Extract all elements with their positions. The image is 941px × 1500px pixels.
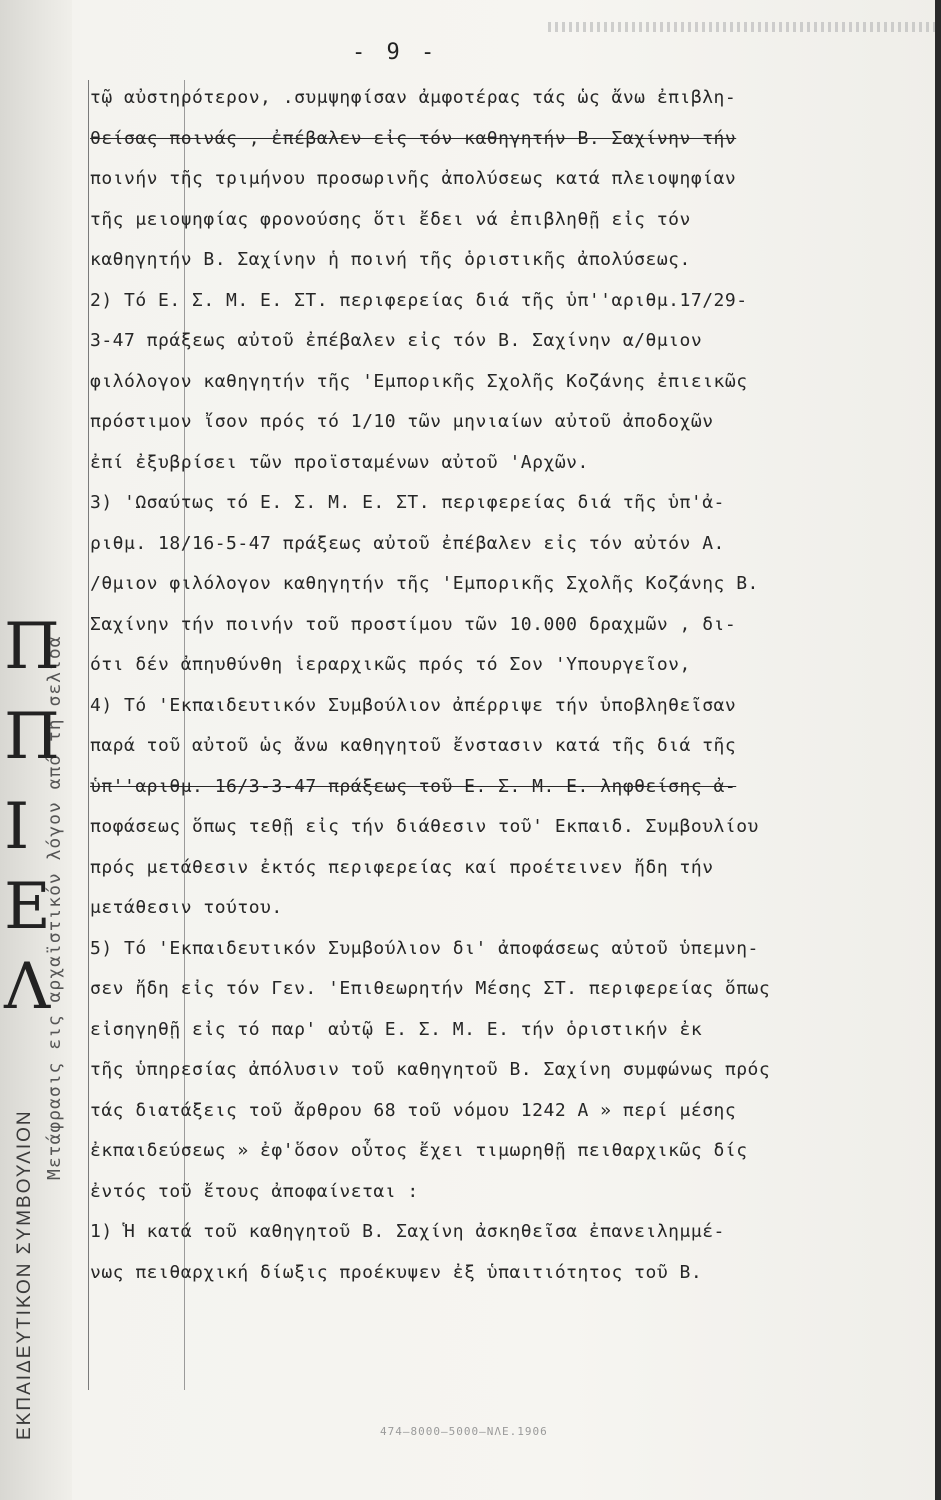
text-line: παρά τοῦ αὐτοῦ ὡς ἄνω καθηγητοῦ ἔνστασιν κατά τῆς διά τῆς xyxy=(90,735,737,756)
text-line: /θμιον φιλόλογον καθηγητήν τῆς 'Εμπορικῆς Σχολῆς Κοζάνης Β. xyxy=(90,573,759,594)
text-line: τῆς μειοψηφίας φρονούσης ὅτι ἔδει νά ἐπιβληθῇ εἰς τόν xyxy=(90,208,691,230)
text-line: 2) Τό Ε. Σ. Μ. Ε. ΣΤ. περιφερείας διά τῆς ὑπ''αριθμ.17/29- xyxy=(90,289,748,311)
text-line: 4) Τό 'Εκπαιδευτικόν Συμβούλιον ἀπέρριψε τήν ὑποβληθεῖσαν xyxy=(90,694,737,716)
text-line: σεν ἤδη εἰς τόν Γεν. 'Επιθεωρητήν Μέσης ΣΤ. περιφερείας ὅπως xyxy=(90,978,771,999)
side-big-letter: Π xyxy=(4,610,60,684)
text-line: ότι δέν ἀπηυθύνθη ἱεραρχικῶς πρός τό Σον 'Υπουργεῖον, xyxy=(90,654,691,675)
text-line: 5) Τό 'Εκπαιδευτικόν Συμβούλιον δι' ἀποφάσεως αὐτοῦ ὑπεμνη- xyxy=(90,937,759,959)
text-line: εἰσηγηθῇ εἰς τό παρ' αὐτῷ Ε. Σ. Μ. Ε. τήν ὁριστικήν ἐκ xyxy=(90,1018,703,1040)
side-archive-caption: Μετάφρασις εις αρχαϊστικόν λόγον από τη σελίδα xyxy=(44,635,65,1180)
side-archive-label: ΕΚΠΑΙΔΕΥΤΙΚΟΝ ΣΥΜΒΟΥΛΙΟΝ xyxy=(14,1109,35,1440)
margin-rule xyxy=(88,80,89,1390)
text-line: 3-47 πράξεως αὐτοῦ ἐπέβαλεν εἰς τόν Β. Σαχίνην α/θμιον xyxy=(90,330,703,351)
text-line: καθηγητήν Β. Σαχίνην ἡ ποινή τῆς ὁριστικῆς ἀπολύσεως. xyxy=(90,249,691,270)
scan-edge xyxy=(935,0,941,1500)
text-line: τάς διατάξεις τοῦ ἄρθρου 68 τοῦ νόμου 1242 Α » περί μέσης xyxy=(90,1099,737,1121)
text-line: τῷ αὐστηρότερον, .συμψηφίσαν ἀμφοτέρας τάς ὡς ἄνω ἐπιβλη- xyxy=(90,87,737,108)
text-line: ποφάσεως ὅπως τεθῇ εἰς τήν διάθεσιν τοῦ' Εκπαιδ. Συμβουλίου xyxy=(90,816,759,837)
text-line: ἐντός τοῦ ἔτους ἀποφαίνεται : xyxy=(90,1180,419,1202)
side-big-letter: Ι xyxy=(4,790,30,864)
text-line: 1) Ἡ κατά τοῦ καθηγητοῦ Β. Σαχίνη ἀσκηθεῖσα ἐπανειλημμέ- xyxy=(90,1221,725,1242)
text-line: πρός μετάθεσιν ἐκτός περιφερείας καί προέτεινεν ἤδη τήν xyxy=(90,856,714,878)
scan-artifact xyxy=(548,22,941,32)
text-line: πρόστιμον ἴσον πρός τό 1/10 τῶν μηνιαίων αὐτοῦ ἀποδοχῶν xyxy=(90,411,714,432)
text-line: μετάθεσιν τούτου. xyxy=(90,897,283,918)
side-big-letter: Λ xyxy=(4,950,51,1024)
text-line: ὑπ''αριθμ. 16/3-3-47 πράξεως τοῦ Ε. Σ. Μ. Ε. ληφθείσης ἀ- xyxy=(90,775,737,797)
document-body xyxy=(90,78,920,1293)
text-line: ἐπί ἐξυβρίσει τῶν προϊσταμένων αὐτοῦ 'Αρχῶν. xyxy=(90,451,589,473)
side-big-letter: Ε xyxy=(4,870,51,944)
text-line: θείσας ποινάς , ἐπέβαλεν εἰς τόν καθηγητήν Β. Σαχίνην τήν xyxy=(90,127,737,149)
text-line: φιλόλογον καθηγητήν τῆς 'Εμπορικῆς Σχολῆς Κοζάνης ἐπιεικῶς xyxy=(90,370,748,392)
side-big-letter: Π xyxy=(4,700,60,774)
text-line: τῆς ὑπηρεσίας ἀπόλυσιν τοῦ καθηγητοῦ Β. Σαχίνη συμφώνως πρός xyxy=(90,1059,771,1080)
text-line: ποινήν τῆς τριμήνου προσωρινῆς ἀπολύσεως κατά πλειοψηφίαν xyxy=(90,168,737,189)
page-number: - 9 - xyxy=(352,40,439,65)
text-line: ἐκπαιδεύσεως » ἐφ'ὅσον οὗτος ἔχει τιμωρηθῇ πειθαρχικῶς δίς xyxy=(90,1140,748,1161)
text-line: ριθμ. 18/16-5-47 πράξεως αὐτοῦ ἐπέβαλεν εἰς τόν αὐτόν Α. xyxy=(90,532,725,554)
text-line: 3) 'Ωσαύτως τό Ε. Σ. Μ. Ε. ΣΤ. περιφερείας διά τῆς ὑπ'ἀ- xyxy=(90,492,725,513)
text-line: Σαχίνην τήν ποινήν τοῦ προστίμου τῶν 10.000 δραχμῶν , δι- xyxy=(90,613,737,635)
text-line: νως πειθαρχική δίωξις προέκυψεν ἐξ ὑπαιτιότητος τοῦ Β. xyxy=(90,1261,703,1283)
print-footer: 474—8000—5000—ΝΛΕ.1906 xyxy=(380,1425,548,1438)
